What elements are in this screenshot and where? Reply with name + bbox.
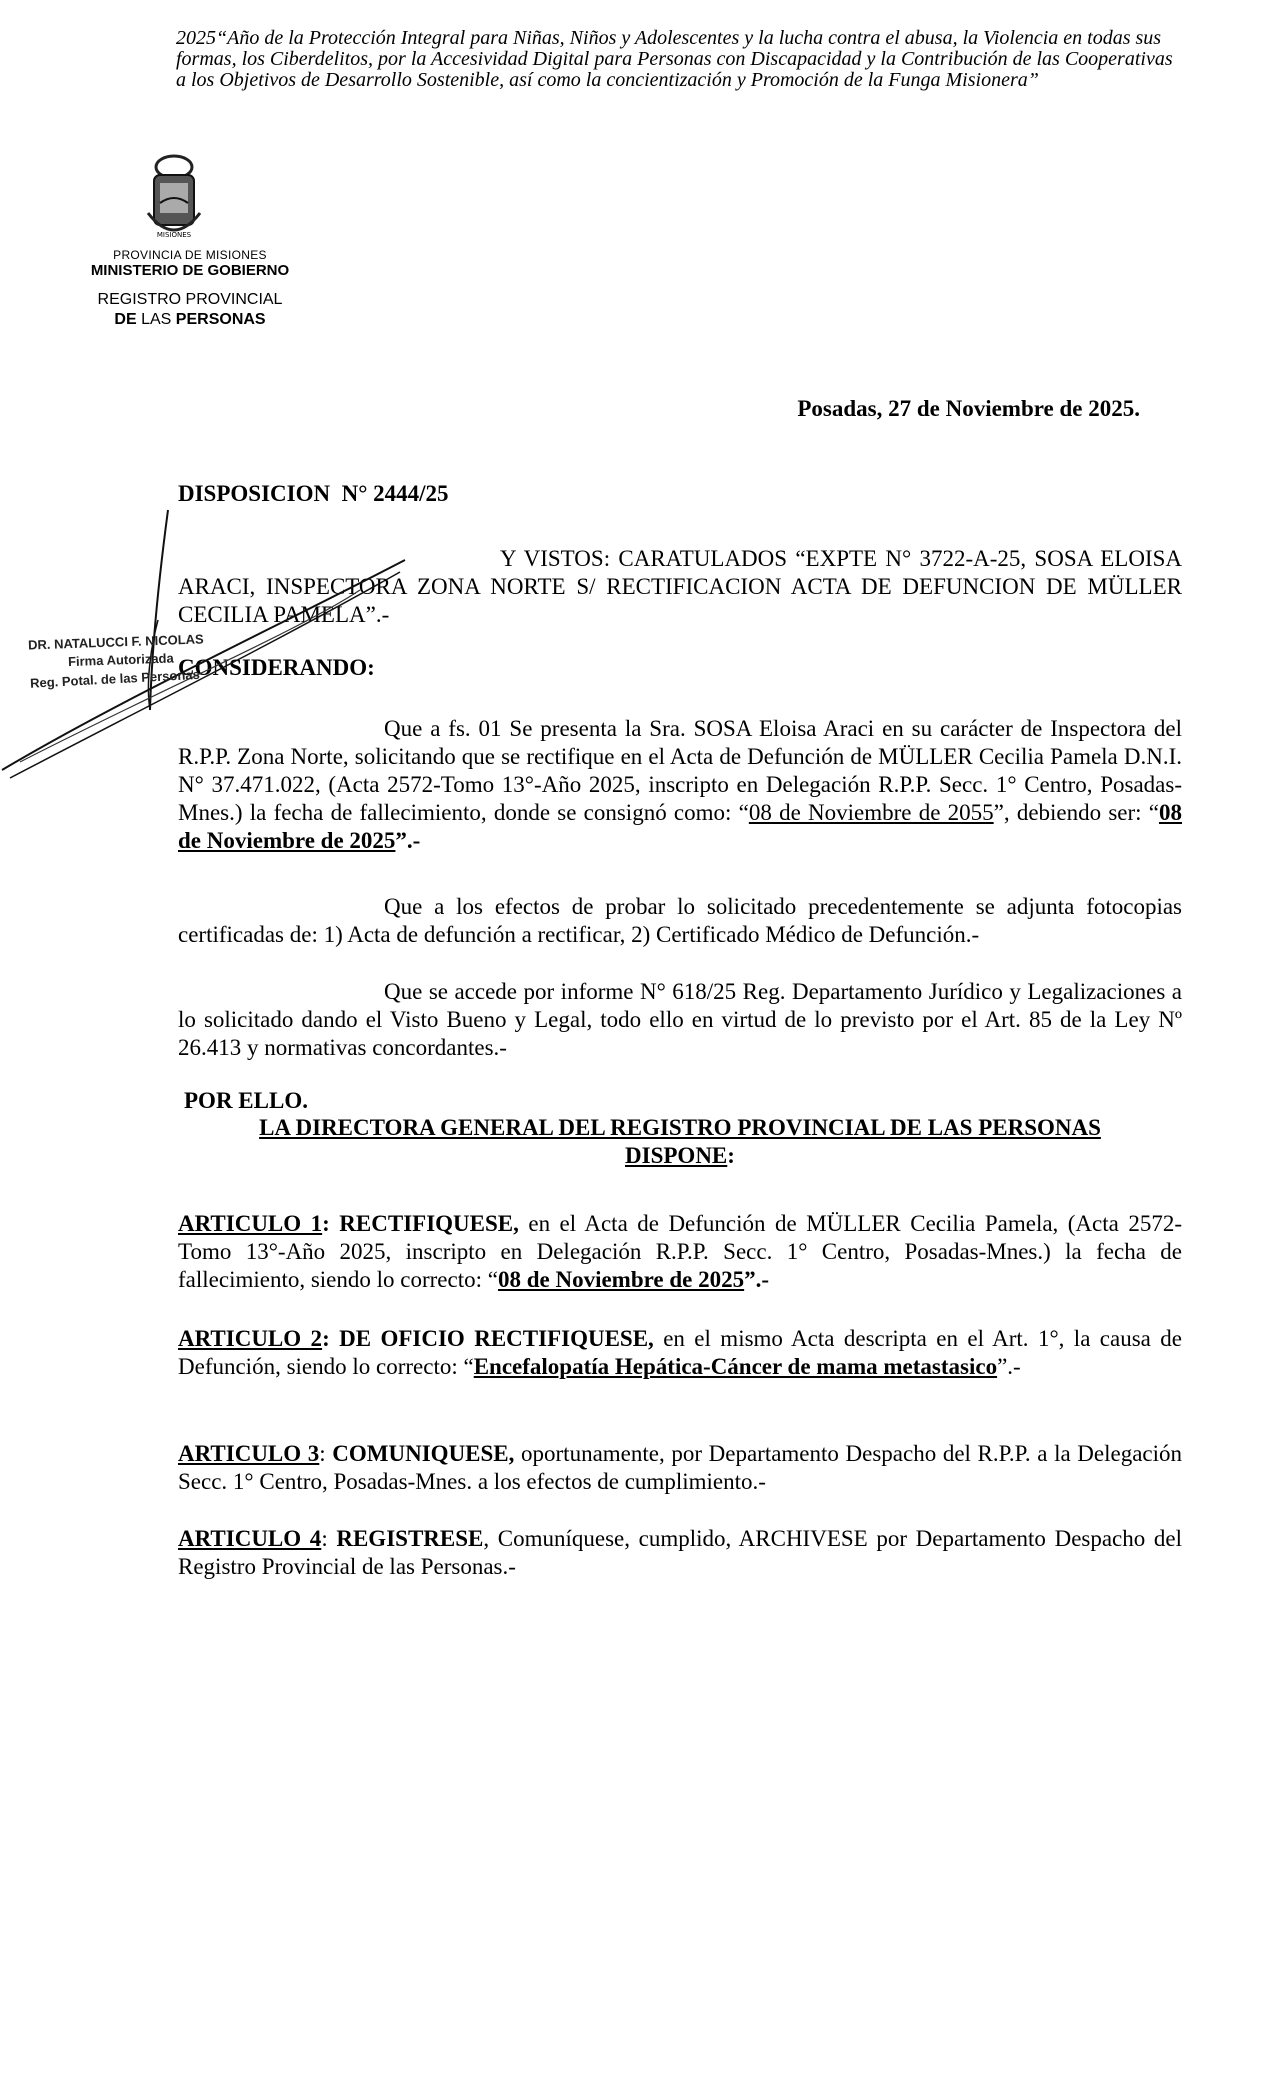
province-name: PROVINCIA DE MISIONES: [113, 248, 267, 262]
article-3-text-a: oportunamente, por Departamento Despacho del R.P.P. a la Delegación Secc. 1° Centro, Posadas-Mnes. a los efectos de cumplimiento.-: [178, 1441, 1183, 1494]
article-1-label: ARTICULO 1: [178, 1211, 323, 1236]
considerando-paragraph-3: Que se accede por informe N° 618/25 Reg. Departamento Jurídico y Legalizaciones a lo solicitado dando el Visto Bueno y Legal, todo ello en virtud de lo previsto por el Art. 85 de la Ley Nº 26.413 y normativas concordantes.-: [178, 979, 1182, 1060]
article-4: [178, 1525, 1182, 1581]
directora-heading: [178, 1114, 1182, 1170]
p1-wrong-date: 08 de Noviembre de 2055: [748, 800, 994, 825]
registry-las: LAS: [141, 311, 172, 328]
stamp-line-3: Reg. Potal. de las Personas: [29, 666, 201, 691]
ministry-name: MINISTERIO DE GOBIERNO: [90, 262, 290, 279]
article-3-verb: COMUNIQUESE,: [332, 1441, 515, 1466]
considerando-label: CONSIDERANDO:: [178, 655, 375, 680]
article-1-text-a: en el Acta de Defunción de MÜLLER Cecilia Pamela, (Acta 2572-Tomo 13°-Año 2025, inscripto en Delegación R.P.P. Secc. 1° Centro, Posadas-Mnes.) la fecha de fallecimiento, siendo lo correcto: “: [178, 1211, 1182, 1292]
article-2-sep: :: [322, 1326, 340, 1351]
article-1-sep: :: [322, 1211, 340, 1236]
registry-personas: PERSONAS: [175, 311, 266, 328]
directora-line1: LA DIRECTORA GENERAL DEL REGISTRO PROVINCIAL DE LAS PERSONAS: [259, 1115, 1101, 1140]
article-3: [178, 1440, 1182, 1496]
article-4-sep: :: [321, 1526, 337, 1551]
article-2-text-a: en el mismo Acta descripta en el Art. 1°, la causa de Defunción, siendo lo correcto: “: [178, 1326, 1182, 1379]
header-motto: 2025“Año de la Protección Integral para Niñas, Niños y Adolescentes y la lucha contra el abusa, la Violencia en todas sus formas, los Ciberdelitos, por la Accesividad Digital para Personas con Discapacidad y la Contribución de las Cooperativas a los Objetivos de Desarrollo Sostenible, así como la concientización y Promoción de la Funga Misionera”: [176, 27, 1173, 91]
article-2-verb: DE OFICIO RECTIFIQUESE,: [339, 1326, 654, 1351]
article-1-emph: 08 de Noviembre de 2025: [497, 1267, 745, 1292]
p1-text-b: ”, debiendo ser: “: [993, 800, 1159, 825]
considerando-paragraph-2: Que a los efectos de probar lo solicitado precedentemente se adjunta fotocopias certificadas de: 1) Acta de defunción a rectificar, 2) Certificado Médico de Defunción.-: [178, 894, 1182, 947]
signature-stamp: [27, 631, 288, 691]
ministry-block: [40, 248, 340, 280]
article-4-text-a: , Comuníquese, cumplido, ARCHIVESE por Departamento Despacho del Registro Provincial de las Personas.-: [178, 1526, 1183, 1579]
registry-de: DE: [114, 311, 137, 328]
article-1-verb: RECTIFIQUESE,: [339, 1211, 519, 1236]
article-2-text-b: ”.-: [997, 1354, 1021, 1379]
article-2: [178, 1325, 1182, 1381]
article-1-text-b: ”.-: [744, 1267, 770, 1292]
vistos-paragraph: Y VISTOS: CARATULADOS “EXPTE N° 3722-A-25, SOSA ELOISA ARACI, INSPECTORA ZONA NORTE S/ RECTIFICACION ACTA DE DEFUNCION DE MÜLLER CECILIA PAMELA”.-: [178, 546, 1182, 627]
p1-right-date: 08 de Noviembre de 2025: [178, 800, 1182, 853]
dispone-line: [178, 1142, 1182, 1170]
article-1: [178, 1210, 1182, 1294]
article-4-label: ARTICULO 4: [178, 1526, 322, 1551]
registry-block: [40, 290, 340, 330]
por-ello: POR ELLO.: [184, 1088, 308, 1113]
stamp-line-2: Firma Autorizada: [67, 650, 174, 670]
registry-line2: [40, 310, 340, 330]
article-2-label: ARTICULO 2: [178, 1326, 323, 1351]
crest-text: MISIONES: [156, 231, 192, 239]
article-2-emph: Encefalopatía Hepática-Cáncer de mama metastasico: [473, 1354, 998, 1379]
p1-text-c: ”.-: [395, 828, 421, 853]
article-3-sep: :: [319, 1441, 333, 1466]
p1-text-a: Que a fs. 01 Se presenta la Sra. SOSA Eloisa Araci en su carácter de Inspectora del R.P.P. Zona Norte, solicitando que se rectifique en el Acta de Defunción de MÜLLER Cecilia Pamela D.N.I. N° 37.471.022, (Acta 2572-Tomo 13°-Año 2025, inscripto en Delegación R.P.P. Secc. 1° Centro, Posadas-Mnes.) la fecha de fallecimiento, donde se consignó como: “: [178, 716, 1182, 825]
article-4-verb: REGISTRESE: [336, 1526, 484, 1551]
stamp-line-1: DR. NATALUCCI F. NICOLAS: [27, 631, 204, 653]
dispone-word: DISPONE: [625, 1143, 728, 1168]
provincial-crest-icon: [140, 153, 208, 249]
registry-line1: REGISTRO PROVINCIAL: [97, 291, 283, 308]
document-date: Posadas, 27 de Noviembre de 2025.: [797, 396, 1140, 421]
disposition-title: DISPOSICION N° 2444/25: [178, 481, 449, 506]
dispone-colon: :: [727, 1143, 735, 1168]
article-3-label: ARTICULO 3: [178, 1441, 320, 1466]
